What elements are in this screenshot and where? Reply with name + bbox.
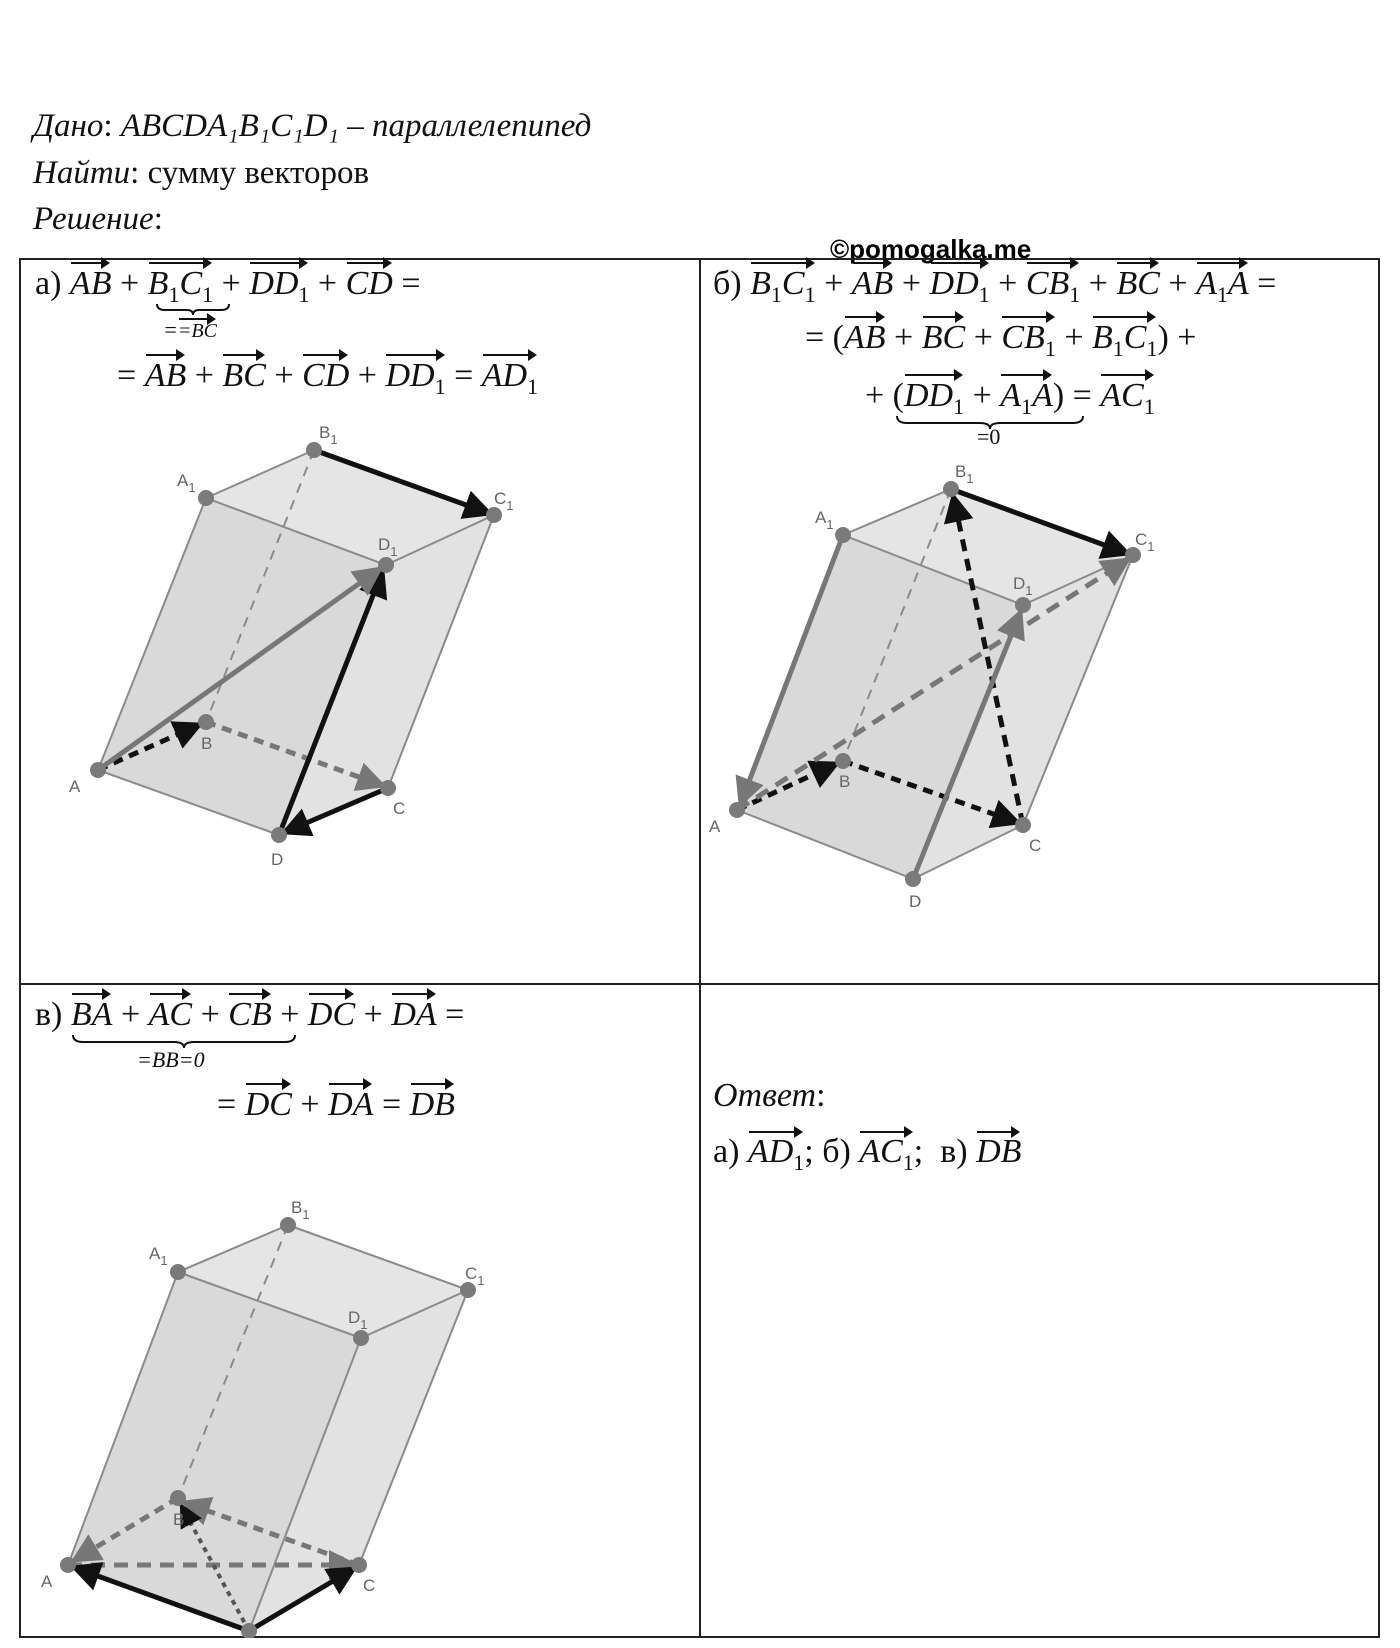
answer-values: а) $AD_1$; б) $AC_1$; в) DB bbox=[713, 1129, 1021, 1176]
part-v-result: DB bbox=[410, 1081, 455, 1125]
given-line: Дано: ABCDA₁B₁C₁D₁ – параллелепипед bbox=[33, 108, 592, 144]
find-value: сумму векторов bbox=[147, 155, 370, 191]
label-A1: $A_1$ bbox=[177, 471, 196, 495]
part-a-equation-line1: а) AB + $B_1C_1 + DD_1$ + CD = bbox=[35, 260, 421, 315]
label-C: C bbox=[393, 799, 406, 818]
part-v-prefix: в) bbox=[35, 996, 63, 1033]
cell-part-a bbox=[21, 260, 701, 985]
answer-v: DB bbox=[976, 1129, 1021, 1171]
watermark: ©pomogalka.me bbox=[830, 234, 1032, 264]
label-A: A bbox=[69, 777, 81, 796]
label-v-C: C bbox=[363, 1576, 376, 1595]
solution-label: Решение bbox=[33, 201, 154, 237]
part-a-prefix: а) bbox=[35, 265, 62, 302]
label-b-C1: $C_1$ bbox=[1135, 530, 1155, 554]
part-b-equation-line2: = (AB + BC + $CB_1 + B_1C_1$) + bbox=[805, 314, 1196, 369]
label-D: D bbox=[271, 850, 284, 869]
figure-part-v bbox=[21, 1145, 701, 1638]
find-label: Найти bbox=[33, 155, 131, 191]
part-v-equation-line2: = DC + DA = DB bbox=[217, 1081, 455, 1125]
label-v-C1: $C_1$ bbox=[465, 1264, 485, 1288]
label-B1: $B_1$ bbox=[319, 423, 338, 447]
answer-a: $AD_1$ bbox=[748, 1129, 804, 1176]
cell-part-v bbox=[21, 985, 701, 1638]
part-b-prefix: б) bbox=[713, 265, 742, 302]
part-a-underbrace bbox=[155, 302, 231, 316]
label-b-A1: $A_1$ bbox=[815, 508, 834, 532]
cell-answer bbox=[701, 985, 1380, 1638]
solution-line: Решение: bbox=[33, 201, 163, 237]
part-a-result: $AD_1$ bbox=[482, 352, 538, 407]
answer-label-line: Ответ: bbox=[713, 1077, 826, 1114]
solution-table bbox=[19, 258, 1380, 1638]
figure-part-a bbox=[21, 410, 701, 985]
label-b-B1: $B_1$ bbox=[955, 462, 974, 486]
label-v-A: A bbox=[41, 1572, 53, 1591]
part-a-equation-line2: = AB + BC + CD + $DD_1 = AD_1$ bbox=[117, 352, 538, 407]
label-b-C: C bbox=[1029, 836, 1042, 855]
label-v-B: B bbox=[173, 1510, 185, 1529]
label-C1: $C_1$ bbox=[494, 489, 514, 513]
label-D1: $D_1$ bbox=[378, 535, 398, 559]
figure-part-b bbox=[701, 455, 1380, 985]
part-a-underbrace-note: ==BC bbox=[163, 317, 217, 342]
part-b-underbrace-note: =0 bbox=[977, 424, 1001, 449]
part-b-result: $AC_1$ bbox=[1100, 372, 1154, 427]
given-value: ABCDA₁B₁C₁D₁ – параллелепипед bbox=[120, 108, 592, 144]
part-v-underbrace-note: =BB=0 bbox=[137, 1047, 205, 1072]
part-b-equation-line1: б) $B_1C_1$ + AB + $DD_1 + CB_1$ + BC + $A_1A$ = bbox=[713, 260, 1276, 315]
answer-label: Ответ bbox=[713, 1077, 817, 1114]
cell-part-b bbox=[701, 260, 1380, 985]
part-b-equation-line3: + $(DD_1 + A_1A) = AC_1$ bbox=[865, 372, 1155, 427]
label-v-D1: $D_1$ bbox=[348, 1308, 368, 1332]
part-v-equation-line1: в) BA + AC + CB + DC + DA = bbox=[35, 991, 464, 1035]
find-line: Найти: сумму векторов bbox=[33, 155, 370, 191]
label-v-A1: $A_1$ bbox=[149, 1244, 168, 1268]
label-v-B1: $B_1$ bbox=[291, 1198, 310, 1222]
label-b-B: B bbox=[839, 772, 851, 791]
label-b-D: D bbox=[909, 892, 922, 911]
label-b-D1: $D_1$ bbox=[1013, 574, 1033, 598]
answer-b: $AC_1$ bbox=[859, 1129, 913, 1176]
label-b-A: A bbox=[709, 817, 721, 836]
given-label: Дано bbox=[33, 108, 104, 144]
label-B: B bbox=[201, 734, 213, 753]
